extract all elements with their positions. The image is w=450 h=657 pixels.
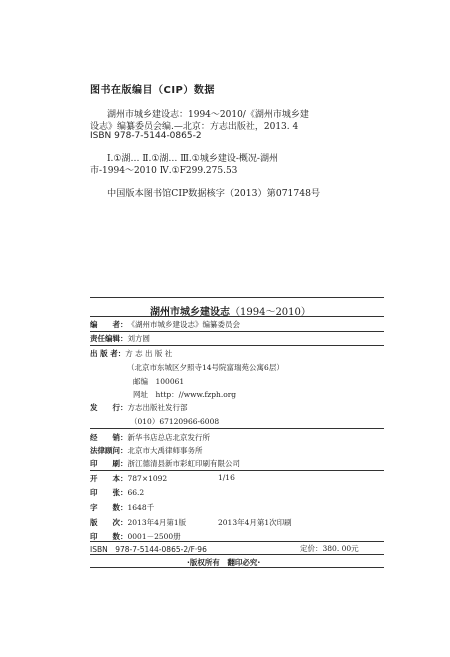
publisher-row: [90, 348, 172, 359]
print-label: 印 刷：: [90, 459, 128, 468]
print-value: 浙江德清县新市彩虹印刷有限公司: [127, 459, 240, 468]
format-row: [90, 473, 167, 484]
copies-label: 印 数：: [90, 532, 128, 541]
publisher-label: 出 版 者：: [90, 349, 126, 358]
distribute-value: 方志出版社发行部: [127, 403, 188, 412]
rule-2: [90, 345, 384, 346]
copyright-notice: ·版权所有 翻印必究·: [187, 558, 261, 567]
legal-value: 北京市大禹律师事务所: [127, 446, 203, 455]
distribute-row: [90, 402, 188, 413]
legal-row: [90, 445, 203, 456]
bottom-thick-rule: [90, 567, 384, 568]
cip-line-2: 设志》编纂委员会编.—北京：方志出版社，2013. 4: [90, 122, 299, 132]
book-title-text: 湖州市城乡建设志: [150, 307, 230, 318]
editor-label: 编 者：: [90, 320, 128, 329]
isbn-line: ISBN 978-7-5144-0865-2/F·96: [90, 545, 207, 554]
impression-value: 2013年4月第1次印刷: [218, 518, 292, 527]
editor-value: 《湖州市城乡建设志》编纂委员会: [127, 320, 240, 329]
price: 定价：380. 00元: [300, 544, 359, 553]
copies-value: 0001－2500册: [127, 532, 181, 541]
format-value: 787×1092: [127, 474, 168, 483]
sheets-row: [90, 487, 144, 498]
cip-heading: 图书在版编目（CIP）数据: [90, 85, 215, 96]
rule-1: [90, 331, 384, 332]
words-label: 字 数：: [90, 503, 128, 512]
sell-label: 经 销：: [90, 433, 128, 442]
edition-label: 版 次：: [90, 518, 128, 527]
sheets-label: 印 张：: [90, 488, 128, 497]
responsible-value: 刘方圆: [127, 334, 150, 343]
words-row: [90, 502, 154, 513]
publisher-postcode: 邮编 100061: [133, 377, 185, 386]
legal-label: 法律顾问：: [90, 446, 128, 455]
responsible-label: 责任编辑：: [90, 334, 128, 343]
edition-row: [90, 517, 186, 528]
sell-row: [90, 432, 210, 443]
rule-3: [90, 428, 384, 429]
publisher-website: 网址 http：//www.fzph.org: [133, 390, 237, 399]
publisher-value: 方 志 出 版 社: [125, 349, 173, 358]
top-thick-rule: [90, 297, 384, 298]
format-fraction: 1/16: [218, 473, 235, 482]
publisher-address: （北京市东城区夕照寺14号院富瑞苑公寓6层）: [127, 363, 284, 372]
cip-record-number: 中国版本图书馆CIP数据核字（2013）第071748号: [107, 188, 321, 199]
cip-line-5: 市-1994～2010 Ⅳ.①F299.275.53: [90, 166, 238, 176]
cip-line-4: Ⅰ.①湖… Ⅱ.①湖… Ⅲ.①城乡建设-概况-湖州: [107, 154, 278, 164]
sell-value: 新华书店总店北京发行所: [127, 433, 210, 442]
edition-value: 2013年4月第1版: [127, 518, 187, 527]
rule-6: [90, 554, 384, 555]
cip-isbn: ISBN 978-7-5144-0865-2: [90, 131, 202, 141]
rule-4: [90, 470, 384, 471]
rule-5: [90, 541, 384, 542]
title-rule: [90, 316, 384, 317]
distribute-phone: （010）67120966-6008: [130, 417, 220, 426]
editor-row: [90, 319, 240, 330]
cip-line-1: 湖州市城乡建设志：1994～2010/《湖州市城乡建: [107, 110, 309, 120]
sheets-value: 66.2: [127, 488, 145, 497]
print-row: [90, 458, 240, 469]
book-title-years: （1994～2010）: [230, 307, 311, 318]
responsible-row: [90, 333, 150, 344]
words-value: 1648千: [127, 503, 155, 512]
format-label: 开 本：: [90, 474, 128, 483]
distribute-label: 发 行：: [90, 403, 128, 412]
